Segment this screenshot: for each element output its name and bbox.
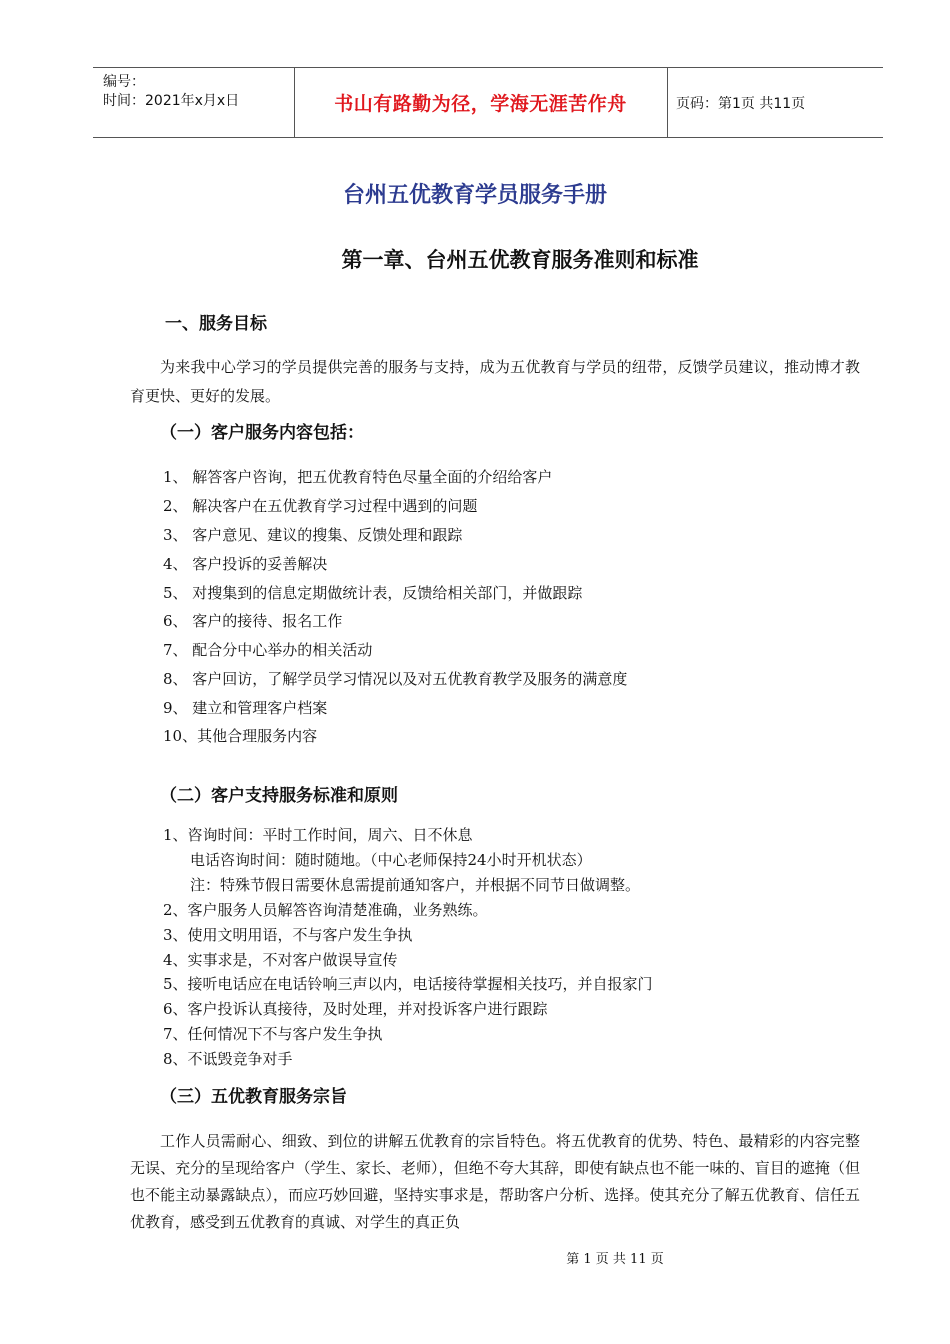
list-item: 7、任何情况下不与客户发生争执 <box>163 1025 383 1043</box>
chapter-heading: 第一章、台州五优教育服务准则和标准 <box>341 248 699 272</box>
list-item: 3、使用文明用语，不与客户发生争执 <box>163 926 413 944</box>
list-item-detail: 电话咨询时间：随时随地。（中心老师保持24小时开机状态） <box>190 851 592 869</box>
section-paragraph: 为来我中心学习的学员提供完善的服务与支持，成为五优教育与学员的纽带，反馈学员建议，推动博才教育更快、更好的发展。 <box>130 358 860 405</box>
list-item: 10、其他合理服务内容 <box>163 727 318 745</box>
header-meta-cell <box>93 68 295 137</box>
subsection-heading-3: （三）五优教育服务宗旨 <box>160 1087 347 1107</box>
list-item-note: 注：特殊节假日需要休息需提前通知客户，并根据不同节日做调整。 <box>190 876 641 894</box>
list-item: 8、 客户回访，了解学员学习情况以及对五优教育教学及服务的满意度 <box>163 670 628 688</box>
date-label: 时间：2021年x月x日 <box>103 93 240 109</box>
list-item: 2、客户服务人员解答咨询清楚准确，业务熟练。 <box>163 901 488 919</box>
list-item: 5、接听电话应在电话铃响三声以内，电话接待掌握相关技巧，并自报家门 <box>163 975 653 993</box>
subsection-paragraph: 工作人员需耐心、细致、到位的讲解五优教育的宗旨特色。将五优教育的优势、特色、最精彩的内容完整无误、充分的呈现给客户（学生、家长、老师），但绝不夸大其辞，即使有缺点也不能一味的、盲目的遮掩（但也不能主动暴露缺点），而应巧妙回避，坚持实事求是，帮助客户分析、选择。使其充分了解五优教育、信任五优教育，感受到五优教育的真诚、对学生的真正负 <box>130 1132 860 1231</box>
document-title: 台州五优教育学员服务手册 <box>342 183 607 208</box>
list-item: 2、 解决客户在五优教育学习过程中遇到的问题 <box>163 497 478 515</box>
header-table <box>93 67 883 138</box>
header-motto: 书山有路勤为径，学海无涯苦作舟 <box>334 93 627 115</box>
subsection-heading-2: （二）客户支持服务标准和原则 <box>160 786 398 806</box>
list-item: 4、实事求是，不对客户做误导宣传 <box>163 951 398 969</box>
number-label: 编号： <box>103 74 145 90</box>
list-item: 6、客户投诉认真接待，及时处理，并对投诉客户进行跟踪 <box>163 1000 548 1018</box>
list-item: 1、咨询时间：平时工作时间，周六、日不休息 <box>163 826 473 844</box>
list-item: 7、 配合分中心举办的相关活动 <box>163 641 373 659</box>
subsection-heading-1: （一）客户服务内容包括： <box>160 423 364 443</box>
page-footer: 第 1 页 共 11 页 <box>566 1252 664 1267</box>
list-item: 4、 客户投诉的妥善解决 <box>163 555 328 573</box>
list-item: 1、 解答客户咨询，把五优教育特色尽量全面的介绍给客户 <box>163 468 553 486</box>
list-item: 9、 建立和管理客户档案 <box>163 699 328 717</box>
header-page-label: 页码：第1页 共11页 <box>676 95 806 112</box>
header-motto-cell <box>294 68 668 137</box>
list-item: 5、 对搜集到的信息定期做统计表，反馈给相关部门，并做跟踪 <box>163 584 583 602</box>
list-item: 8、不诋毁竞争对手 <box>163 1050 293 1068</box>
list-item: 3、 客户意见、建议的搜集、反馈处理和跟踪 <box>163 526 463 544</box>
list-item: 6、 客户的接待、报名工作 <box>163 612 343 630</box>
section-heading: 一、服务目标 <box>165 314 267 334</box>
header-page-cell <box>668 68 883 137</box>
